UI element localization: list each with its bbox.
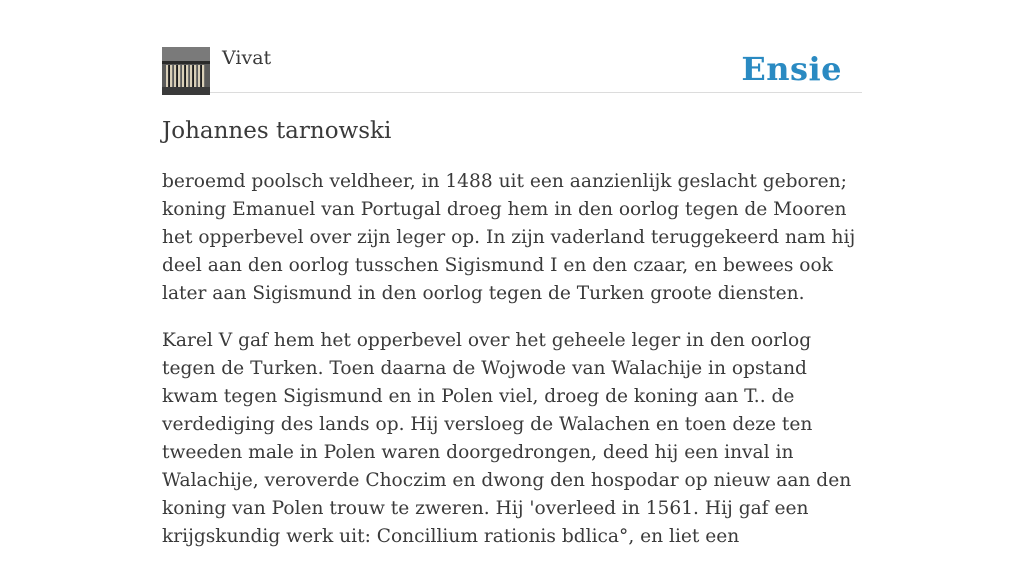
stage-curtain-icon	[162, 47, 210, 95]
author-avatar[interactable]	[162, 47, 210, 95]
paragraph: beroemd poolsch veldheer, in 1488 uit een aanzienlijk geslacht geboren; koning Emanuel van Portugal droeg hem in den oorlog tegen de Mooren het opperbevel over zijn leger op. In zijn vaderland teruggekeerd nam hij deel aan den oorlog tusschen Sigismund I en den czaar, en bewees ook later aan Sigismund in den oorlog tegen de Turken groote diensten.	[162, 171, 856, 304]
page-title: Johannes tarnowski	[162, 118, 392, 144]
site-logo[interactable]: Ensie	[741, 50, 842, 88]
page-header	[162, 46, 862, 93]
article-body	[162, 168, 862, 570]
paragraph: Karel V gaf hem het opperbevel over het geheele leger in den oorlog tegen de Turken. Toen daarna de Wojwode van Walachije in opstand kwam tegen Sigismund en in Polen viel, droeg de koning aan T.. de verdediging des lands op. Hij versloeg de Walachen en toen deze ten tweeden male in Polen waren doorgedrongen, deed hij een inval in Walachije, veroverde Choczim en dwong den hospodar op nieuw aan den koning van Polen trouw te zweren. Hij 'overleed in 1561. Hij gaf een krijgskundig werk uit: Concillium rationis bdlica°, en liet een	[162, 330, 852, 547]
author-name[interactable]: Vivat	[222, 47, 272, 69]
